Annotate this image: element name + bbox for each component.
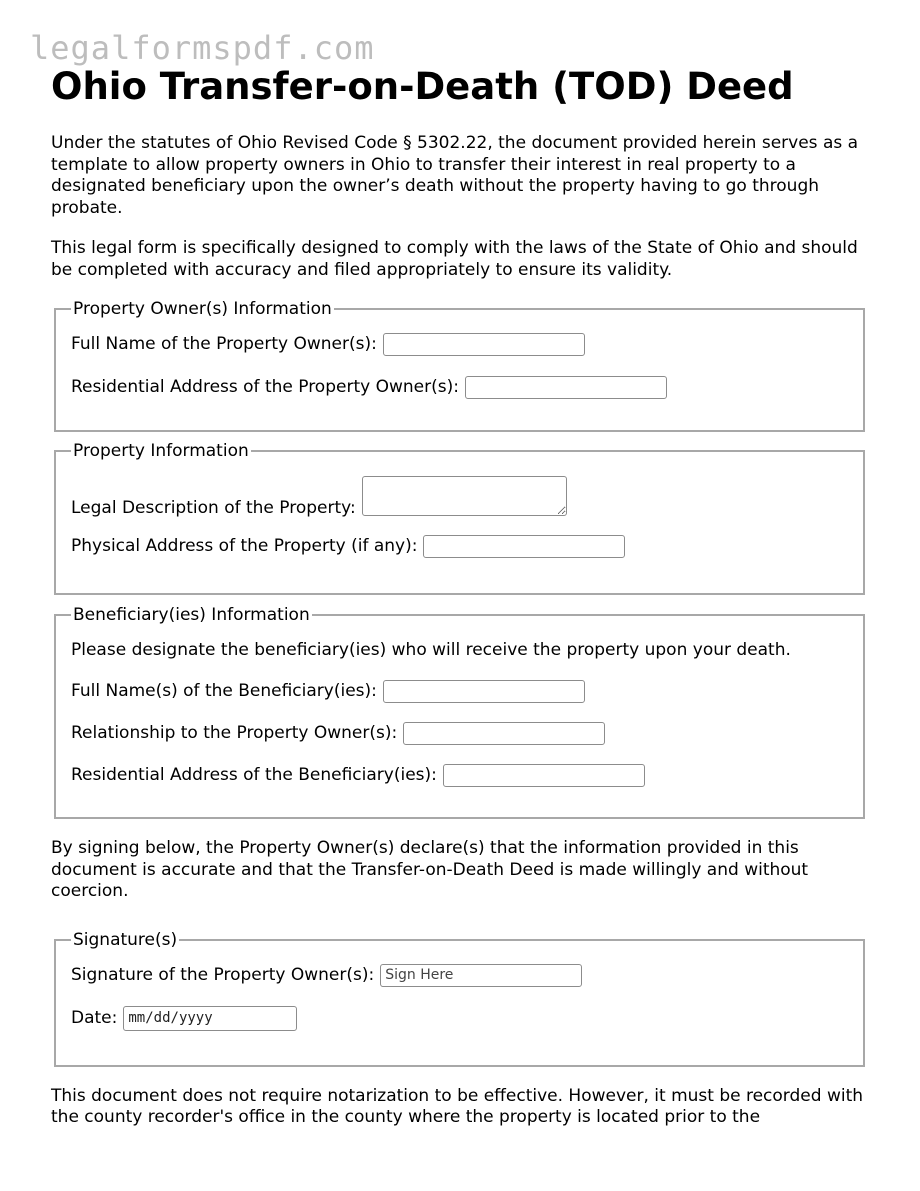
owner-address-row [71, 376, 863, 399]
declaration-paragraph: By signing below, the Property Owner(s) declare(s) that the information provided in this document is accurate and that the Transfer-on-Death Deed is made willingly and without coercion. [51, 838, 809, 901]
beneficiary-address-row [71, 764, 863, 787]
legal-description-textarea[interactable] [362, 476, 567, 516]
legal-description-row [71, 476, 863, 519]
signature-label: Signature of the Property Owner(s): [71, 964, 375, 985]
beneficiary-name-input[interactable] [383, 680, 585, 703]
beneficiary-address-label: Residential Address of the Beneficiary(ies): [71, 765, 437, 785]
physical-address-input[interactable] [423, 535, 625, 558]
relationship-row [71, 722, 863, 745]
beneficiary-instruction: Please designate the beneficiary(ies) who will receive the property upon your death. [71, 640, 791, 660]
signature-section [54, 930, 865, 1067]
physical-address-row [71, 535, 863, 558]
owner-name-input[interactable] [383, 333, 585, 356]
owner-info-legend: Property Owner(s) Information [73, 299, 332, 319]
date-label: Date: [71, 1007, 118, 1028]
relationship-label: Relationship to the Property Owner(s): [71, 723, 398, 743]
legal-description-label: Legal Description of the Property: [71, 498, 356, 518]
signature-legend: Signature(s) [73, 929, 178, 950]
beneficiary-info-legend: Beneficiary(ies) Information [73, 605, 310, 625]
date-row [71, 1006, 863, 1031]
owner-name-label: Full Name of the Property Owner(s): [71, 334, 377, 354]
beneficiary-info-section [54, 605, 865, 819]
beneficiary-name-row [71, 680, 863, 703]
physical-address-label: Physical Address of the Property (if any): [71, 536, 418, 556]
relationship-input[interactable] [403, 722, 605, 745]
date-input[interactable] [123, 1006, 297, 1031]
beneficiary-address-input[interactable] [443, 764, 645, 787]
property-info-legend: Property Information [73, 441, 249, 461]
signature-row [71, 964, 863, 987]
closing-paragraph: This document does not require notarization to be effective. However, it must be recorded with the county recorder's office in the county where the property is located prior to the [51, 1085, 864, 1127]
watermark: legalformspdf.com [30, 29, 375, 67]
signature-input[interactable] [380, 964, 582, 987]
date-placeholder: mm/dd/yyyy [128, 1009, 213, 1026]
owner-address-input[interactable] [465, 376, 667, 399]
owner-name-row [71, 333, 863, 356]
document-body [51, 64, 871, 1129]
property-info-section [54, 441, 865, 595]
intro-paragraph-statute: Under the statutes of Ohio Revised Code § 5302.22, the document provided herein serves as a template to allow property owners in Ohio to transfer their interest in real property to a designated beneficiary upon the owner’s death without the property having to go through probate. [51, 133, 859, 218]
owner-info-section [54, 299, 865, 432]
page-title: Ohio Transfer-on-Death (TOD) Deed [51, 65, 794, 108]
owner-address-label: Residential Address of the Property Owner(s): [71, 377, 459, 397]
beneficiary-name-label: Full Name(s) of the Beneficiary(ies): [71, 681, 377, 701]
intro-paragraph-compliance: This legal form is specifically designed to comply with the laws of the State of Ohio and should be completed with accuracy and filed appropriately to ensure its validity. [51, 238, 858, 280]
